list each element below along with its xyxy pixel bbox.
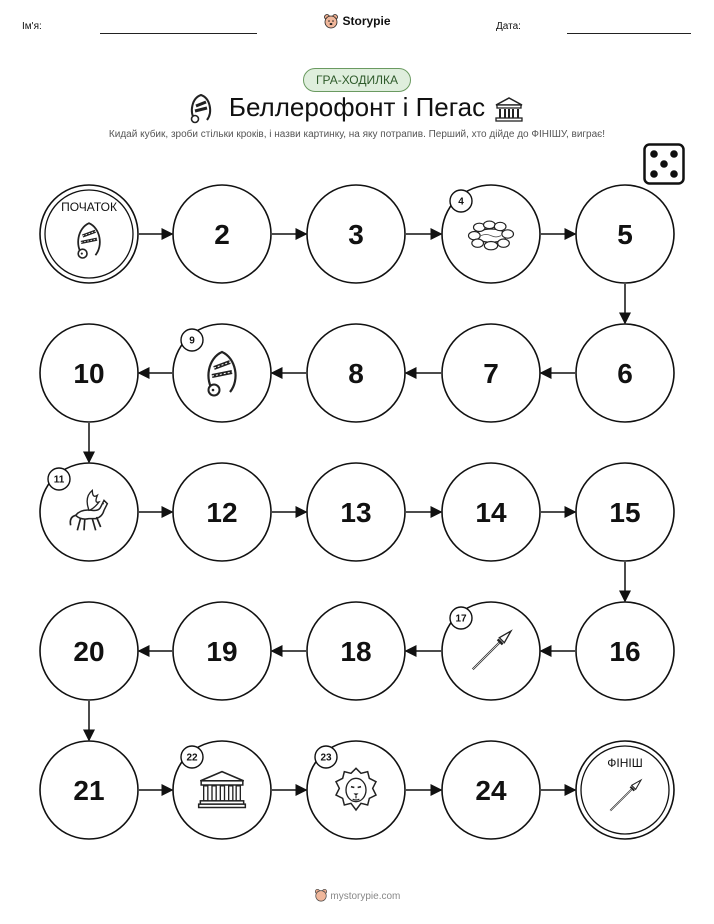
game-instructions: Кидай кубик, зроби стільки кроків, і назви картинку, на яку потрапив. Перший, хто дійде до ФІНІШУ, виграє!	[108, 129, 606, 140]
finish-cell[interactable]	[576, 741, 674, 839]
cell-number: 16	[609, 636, 641, 667]
cell-number: 18	[340, 636, 372, 667]
board-cell-3[interactable]	[307, 185, 405, 283]
cell-number: 21	[73, 775, 105, 806]
board-cell-15[interactable]	[576, 463, 674, 561]
cell-number: 23	[320, 752, 332, 764]
start-cell[interactable]	[40, 185, 138, 283]
cell-number: 5	[617, 219, 633, 250]
page-title: Беллерофонт і Пегас	[228, 92, 486, 122]
board-cell-5[interactable]	[576, 185, 674, 283]
board-cell-21[interactable]	[40, 741, 138, 839]
cell-number: 11	[53, 474, 65, 486]
board-cell-19[interactable]	[173, 602, 271, 700]
date-label: Дата:	[496, 21, 521, 32]
name-label: Ім'я:	[22, 21, 42, 32]
finish-label: ФІНІШ	[607, 756, 643, 770]
board-cell-16[interactable]	[576, 602, 674, 700]
cell-number: 8	[348, 358, 364, 389]
cell-number: 12	[206, 497, 238, 528]
cell-number: 4	[458, 196, 464, 208]
footer-site: mystorypie.com	[330, 891, 401, 902]
board-cell-9[interactable]	[173, 324, 271, 422]
board-cell-23[interactable]	[307, 741, 405, 839]
cell-number: 24	[475, 775, 507, 806]
board-cell-13[interactable]	[307, 463, 405, 561]
board-cell-18[interactable]	[307, 602, 405, 700]
cell-number: 13	[340, 497, 372, 528]
cell-number: 9	[189, 335, 195, 347]
cell-number: 17	[455, 613, 467, 625]
board-cell-10[interactable]	[40, 324, 138, 422]
board-cell-11[interactable]	[40, 463, 138, 561]
board-cell-7[interactable]	[442, 324, 540, 422]
start-label: ПОЧАТОК	[61, 200, 117, 214]
board-cell-2[interactable]	[173, 185, 271, 283]
cell-number: 15	[609, 497, 641, 528]
board-cell-20[interactable]	[40, 602, 138, 700]
board-cell-12[interactable]	[173, 463, 271, 561]
brand-name: Storypie	[342, 14, 391, 28]
cell-number: 14	[475, 497, 507, 528]
cell-number: 7	[483, 358, 499, 389]
game-type-badge: ГРА-ХОДИЛКА	[303, 68, 411, 92]
cell-number: 22	[186, 752, 198, 764]
cell-number: 20	[73, 636, 105, 667]
board-cell-6[interactable]	[576, 324, 674, 422]
cell-number: 6	[617, 358, 633, 389]
board-cell-17[interactable]	[442, 602, 540, 700]
footer	[0, 888, 714, 902]
cell-number: 3	[348, 219, 364, 250]
board-cell-8[interactable]	[307, 324, 405, 422]
board-cell-4[interactable]	[442, 185, 540, 283]
cell-number: 10	[73, 358, 105, 389]
board-cell-24[interactable]	[442, 741, 540, 839]
cell-number: 2	[214, 219, 230, 250]
bear-mascot-icon	[314, 888, 328, 902]
cell-number: 19	[206, 636, 238, 667]
board-cell-22[interactable]	[173, 741, 271, 839]
board-cell-14[interactable]	[442, 463, 540, 561]
